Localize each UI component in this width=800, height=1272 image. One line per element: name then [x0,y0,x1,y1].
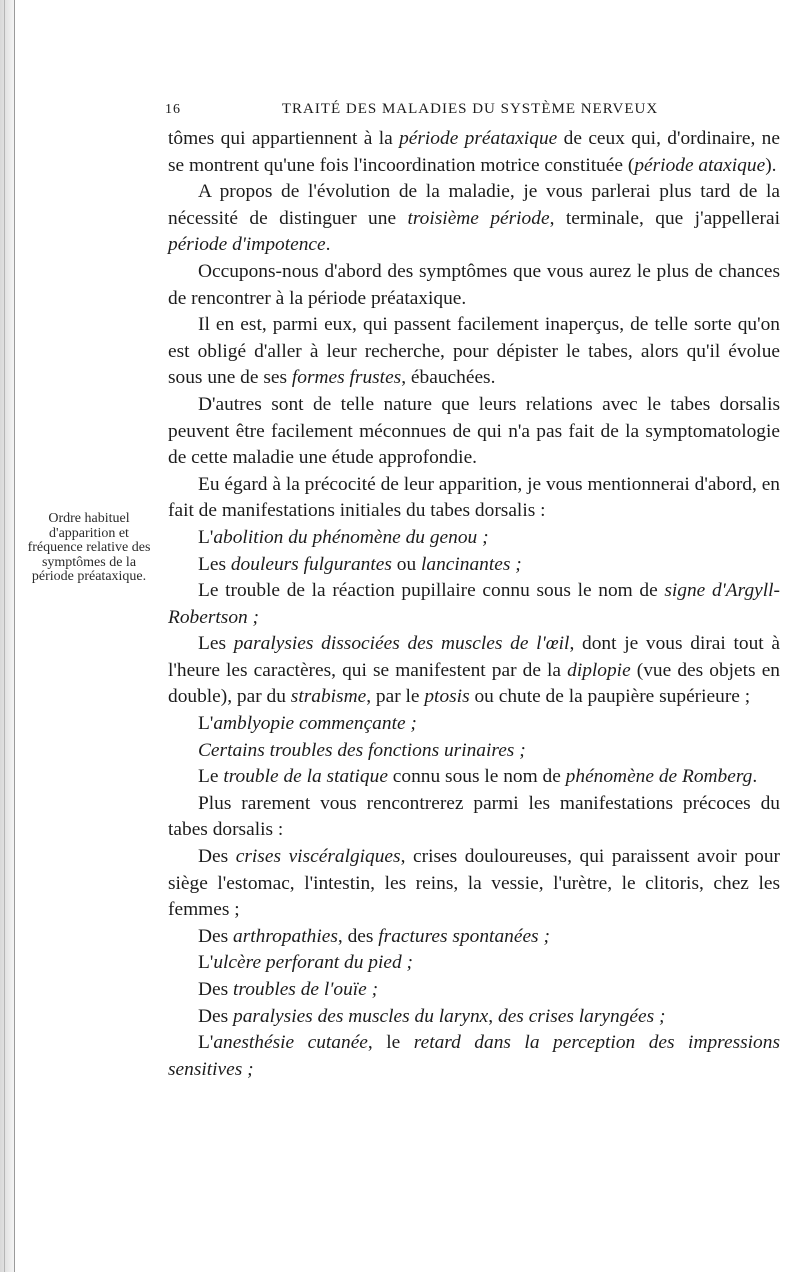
text-run: , des [337,925,379,947]
text-run: connu sous le nom de [387,766,566,788]
text-run: Plus rarement vous rencontrerez parmi les manifestations précoces du tabes dorsalis : [168,792,780,841]
italic-text: fractures spontanées ; [378,925,550,947]
italic-text: ulcère perforant du pied ; [213,952,413,974]
text-run: Les [198,553,231,575]
italic-text: période préataxique [399,128,558,149]
paragraph [168,312,780,392]
text-run: ou chute de la paupière supérieure ; [469,686,751,708]
text-run: Des [198,925,234,947]
paragraph [168,924,780,951]
italic-text: lancinantes ; [421,553,522,575]
italic-text: crises viscéralgiques [235,846,401,868]
text-run: A propos de l'évolution de la maladie, je vous parlerai plus tard de la nécessité de distinguer une [168,181,780,229]
text-run: Le trouble de la réaction pupillaire connu sous le nom de [198,580,665,602]
text-run: de ceux qui, d'ordinaire, ne se montrent qu'une fois l'incoordination motrice constituée ( [168,128,780,176]
paragraph [168,791,780,844]
italic-text: ptosis [424,686,470,708]
paragraph [168,950,780,977]
text-run: Les [198,633,234,655]
text-run: , ébauchées. [401,367,496,389]
text-run: L' [198,952,214,974]
text-run: . [325,234,331,256]
text-run: , terminale, que j'appellerai [549,207,781,229]
paragraph [168,259,780,312]
page-header [165,98,775,124]
italic-text: douleurs fulgurantes [230,553,392,575]
italic-text: arthropathies [233,925,338,947]
italic-text: Certains troubles des fonctions urinaires ; [198,739,526,761]
text-run: Des [198,979,234,1000]
text-run: Le [198,766,224,788]
italic-text: retard dans la perception des impressions sensitives ; [168,1032,780,1080]
italic-text: formes frustes [291,367,402,389]
paragraph [168,552,780,579]
text-run: Il en est, parmi eux, qui passent facilement inaperçus, de telle sorte qu'on est obligé d'aller à leur recherche, pour dépister le tabes, alors qu'il évolue sous une de ses [168,314,780,389]
paragraph [168,179,780,259]
text-run: ). [765,154,777,176]
italic-text: troisième période [407,207,550,229]
text-run: L' [198,526,214,548]
text-run: , le [367,1032,414,1054]
body-text [168,126,780,1083]
italic-text: troubles de l'ouïe ; [233,979,379,1000]
italic-text: signe d'Argyll-Robertson ; [168,580,780,628]
paragraph [168,977,780,1004]
italic-text: diplopie [567,659,631,681]
paragraph [168,1030,780,1083]
text-run: ou [391,553,422,575]
text-run: (vue des objets en double), par du [168,659,780,708]
text-run: Des [198,1005,234,1027]
paragraph [168,472,780,525]
text-run: Des [198,846,236,868]
text-run: D'autres sont de telle nature que leurs relations avec le tabes dorsalis peuvent être facilement méconnues de qui n'a pas fait de la symptomatologie de cette maladie une étude approfondie. [168,393,780,469]
page-number: 16 [165,102,181,117]
paragraph [168,631,780,711]
text-run: . [752,766,758,788]
paragraph [168,1004,780,1031]
italic-text: paralysies des muscles du larynx [233,1005,489,1027]
running-head: TRAITÉ DES MALADIES DU SYSTÈME NERVEUX [281,101,659,117]
italic-text: anesthésie cutanée [213,1032,368,1054]
italic-text: période ataxique [634,154,766,176]
paragraph [168,392,780,472]
text-run: , dont je vous dirai tout à l'heure les caractères, qui se manifestent par de la [168,633,780,681]
text-run: tômes qui appartiennent à la [168,128,400,149]
text-run: , crises douloureuses, qui paraissent avoir pour siège l'estomac, l'intestin, les reins, la vessie, l'urètre, le clitoris, chez les femmes ; [168,846,780,921]
text-run: , [488,1005,498,1027]
margin-note: Ordre habituel d'apparition et fréquence relative des symptômes de la période préataxique. [27,511,151,585]
italic-text: des crises laryngées ; [498,1005,666,1027]
italic-text: strabisme [290,686,367,708]
italic-text: abolition du phénomène du genou ; [213,526,489,548]
paragraph [168,578,780,631]
italic-text: paralysies dissociées des muscles de l'œil [233,633,570,655]
paragraph [168,525,780,552]
paragraph [168,764,780,791]
text-run: Occupons-nous d'abord des symptômes que vous aurez le plus de chances de rencontrer à la période préataxique. [168,260,780,309]
book-page-edge [0,0,15,1272]
paragraph [168,738,780,765]
text-run: L' [198,713,214,735]
text-run: L' [198,1032,214,1054]
italic-text: trouble de la statique [223,766,388,788]
paragraph [168,711,780,738]
italic-text: amblyopie commençante ; [213,713,417,735]
text-run: Eu égard à la précocité de leur apparition, je vous mentionnerai d'abord, en fait de manifestations initiales du tabes dorsalis : [168,473,780,522]
italic-text: période d'impotence [168,234,326,256]
text-run: , par le [366,686,425,708]
paragraph [168,844,780,924]
paragraph [168,126,780,179]
italic-text: phénomène de Romberg [565,766,753,788]
